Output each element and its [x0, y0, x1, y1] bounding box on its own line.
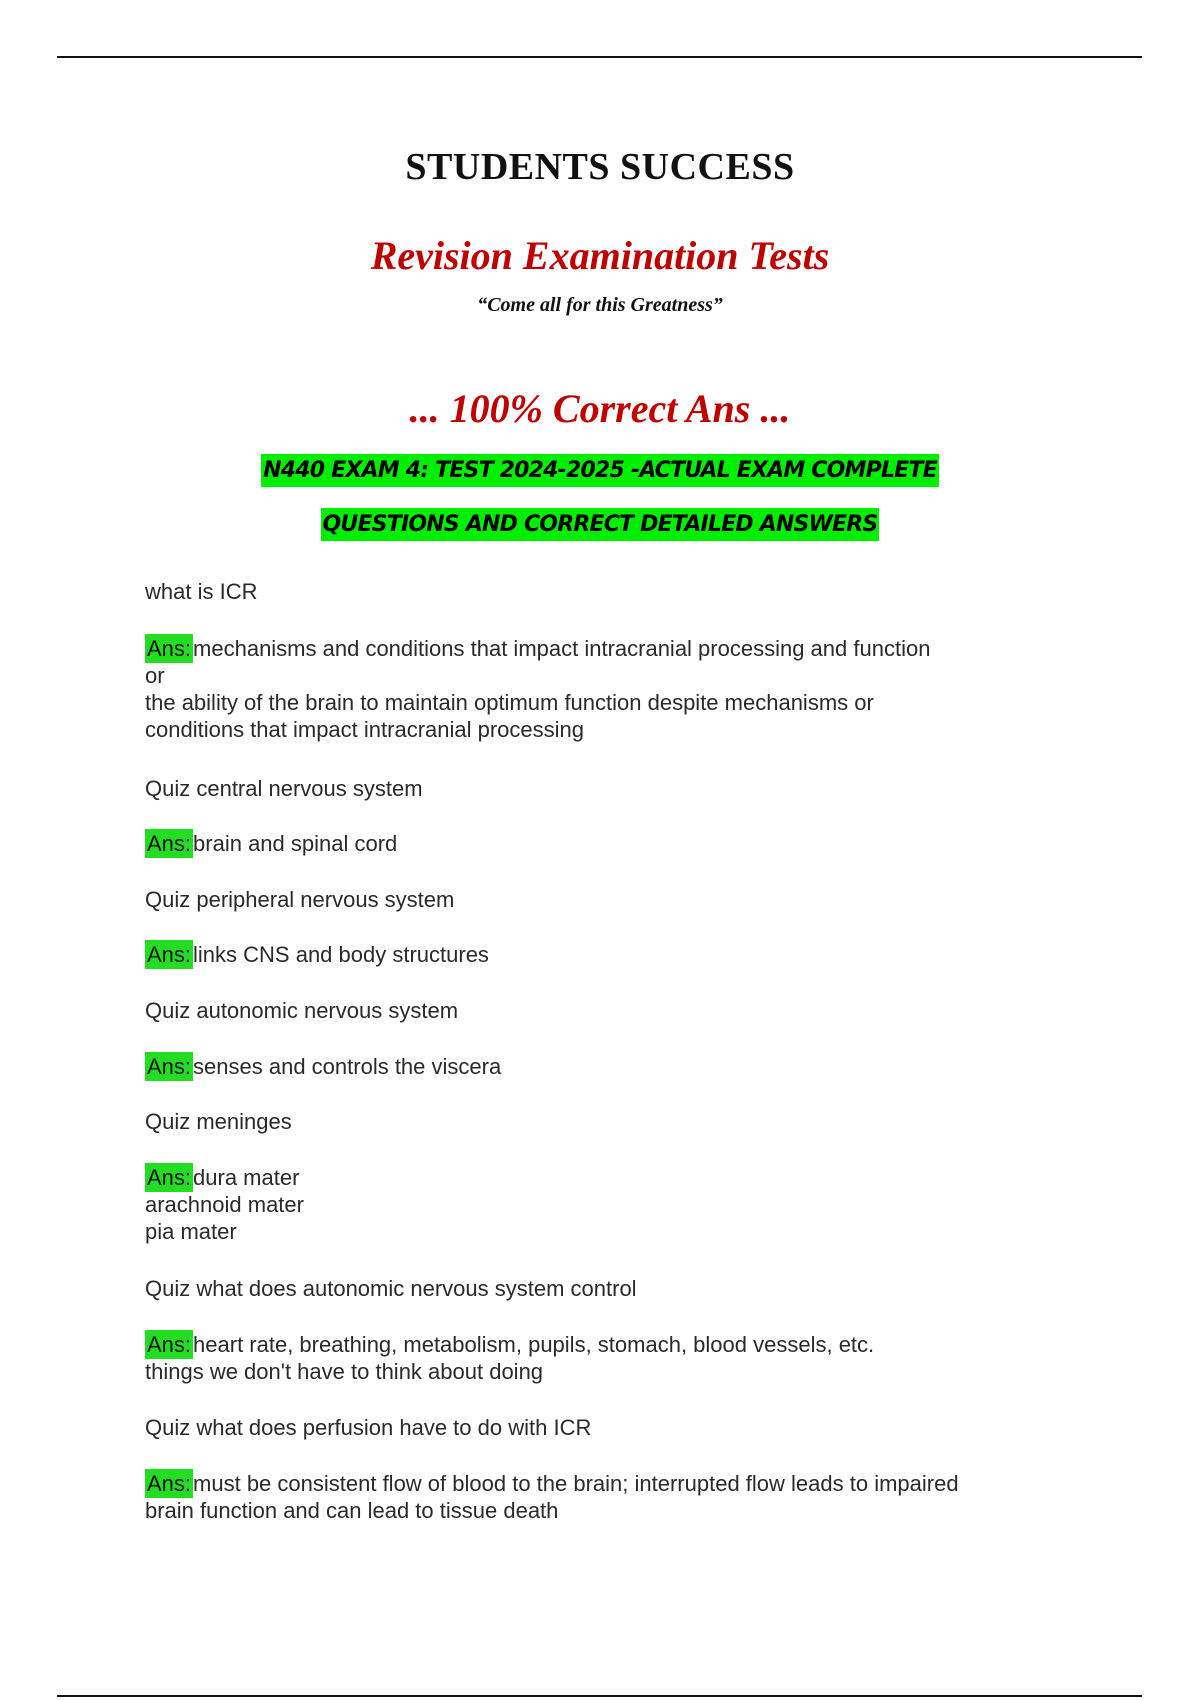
answer-label: Ans: — [147, 1165, 192, 1190]
brand-title: STUDENTS SUCCESS — [405, 146, 795, 188]
answer-3-text: links CNS and body structures — [193, 942, 489, 967]
answer-3 — [145, 941, 1065, 968]
answer-1 — [145, 635, 1065, 743]
correct-answers-banner: ... 100% Correct Ans ... — [409, 386, 791, 431]
answer-label: Ans: — [147, 831, 192, 856]
answer-2-text: brain and spinal cord — [193, 831, 398, 856]
answer-6 — [145, 1331, 1065, 1385]
question-7: Quiz what does perfusion have to do with ICR — [145, 1415, 592, 1440]
answer-7-text: must be consistent flow of blood to the brain; interrupted flow leads to impaired brain function and can lead to tissue death — [145, 1471, 959, 1523]
answer-4 — [145, 1053, 1065, 1080]
question-4: Quiz autonomic nervous system — [145, 998, 459, 1023]
answer-1-text: mechanisms and conditions that impact intracranial processing and function or the ability of the brain to maintain optimum function despite mechanisms or conditions that impact intracranial processing — [145, 636, 931, 742]
exam-title-line-2-text: QUESTIONS AND CORRECT DETAILED ANSWERS — [321, 508, 880, 541]
answer-label: Ans: — [147, 1054, 192, 1079]
exam-title-line-2 — [0, 512, 1200, 537]
answer-label: Ans: — [147, 1332, 192, 1357]
top-rule — [57, 56, 1142, 58]
answer-4-text: senses and controls the viscera — [193, 1054, 502, 1079]
tagline: “Come all for this Greatness” — [477, 294, 723, 316]
subtitle: Revision Examination Tests — [370, 233, 830, 278]
question-3: Quiz peripheral nervous system — [145, 887, 455, 912]
answer-2 — [145, 830, 1065, 857]
question-1: what is ICR — [145, 579, 258, 604]
answer-5-text: dura mater arachnoid mater pia mater — [145, 1165, 304, 1244]
question-2: Quiz central nervous system — [145, 776, 423, 801]
bottom-rule — [57, 1695, 1142, 1697]
answer-7 — [145, 1470, 1065, 1524]
exam-title-line-1 — [0, 458, 1200, 483]
question-5: Quiz meninges — [145, 1109, 292, 1134]
answer-label: Ans: — [147, 942, 192, 967]
answer-label: Ans: — [147, 636, 192, 661]
answer-5 — [145, 1164, 1065, 1245]
question-6: Quiz what does autonomic nervous system control — [145, 1276, 637, 1301]
answer-label: Ans: — [147, 1471, 192, 1496]
exam-title-line-1-text: N440 EXAM 4: TEST 2024-2025 -ACTUAL EXAM COMPLETE — [261, 454, 939, 487]
answer-6-text: heart rate, breathing, metabolism, pupils, stomach, blood vessels, etc. things we don't have to think about doing — [145, 1332, 875, 1384]
